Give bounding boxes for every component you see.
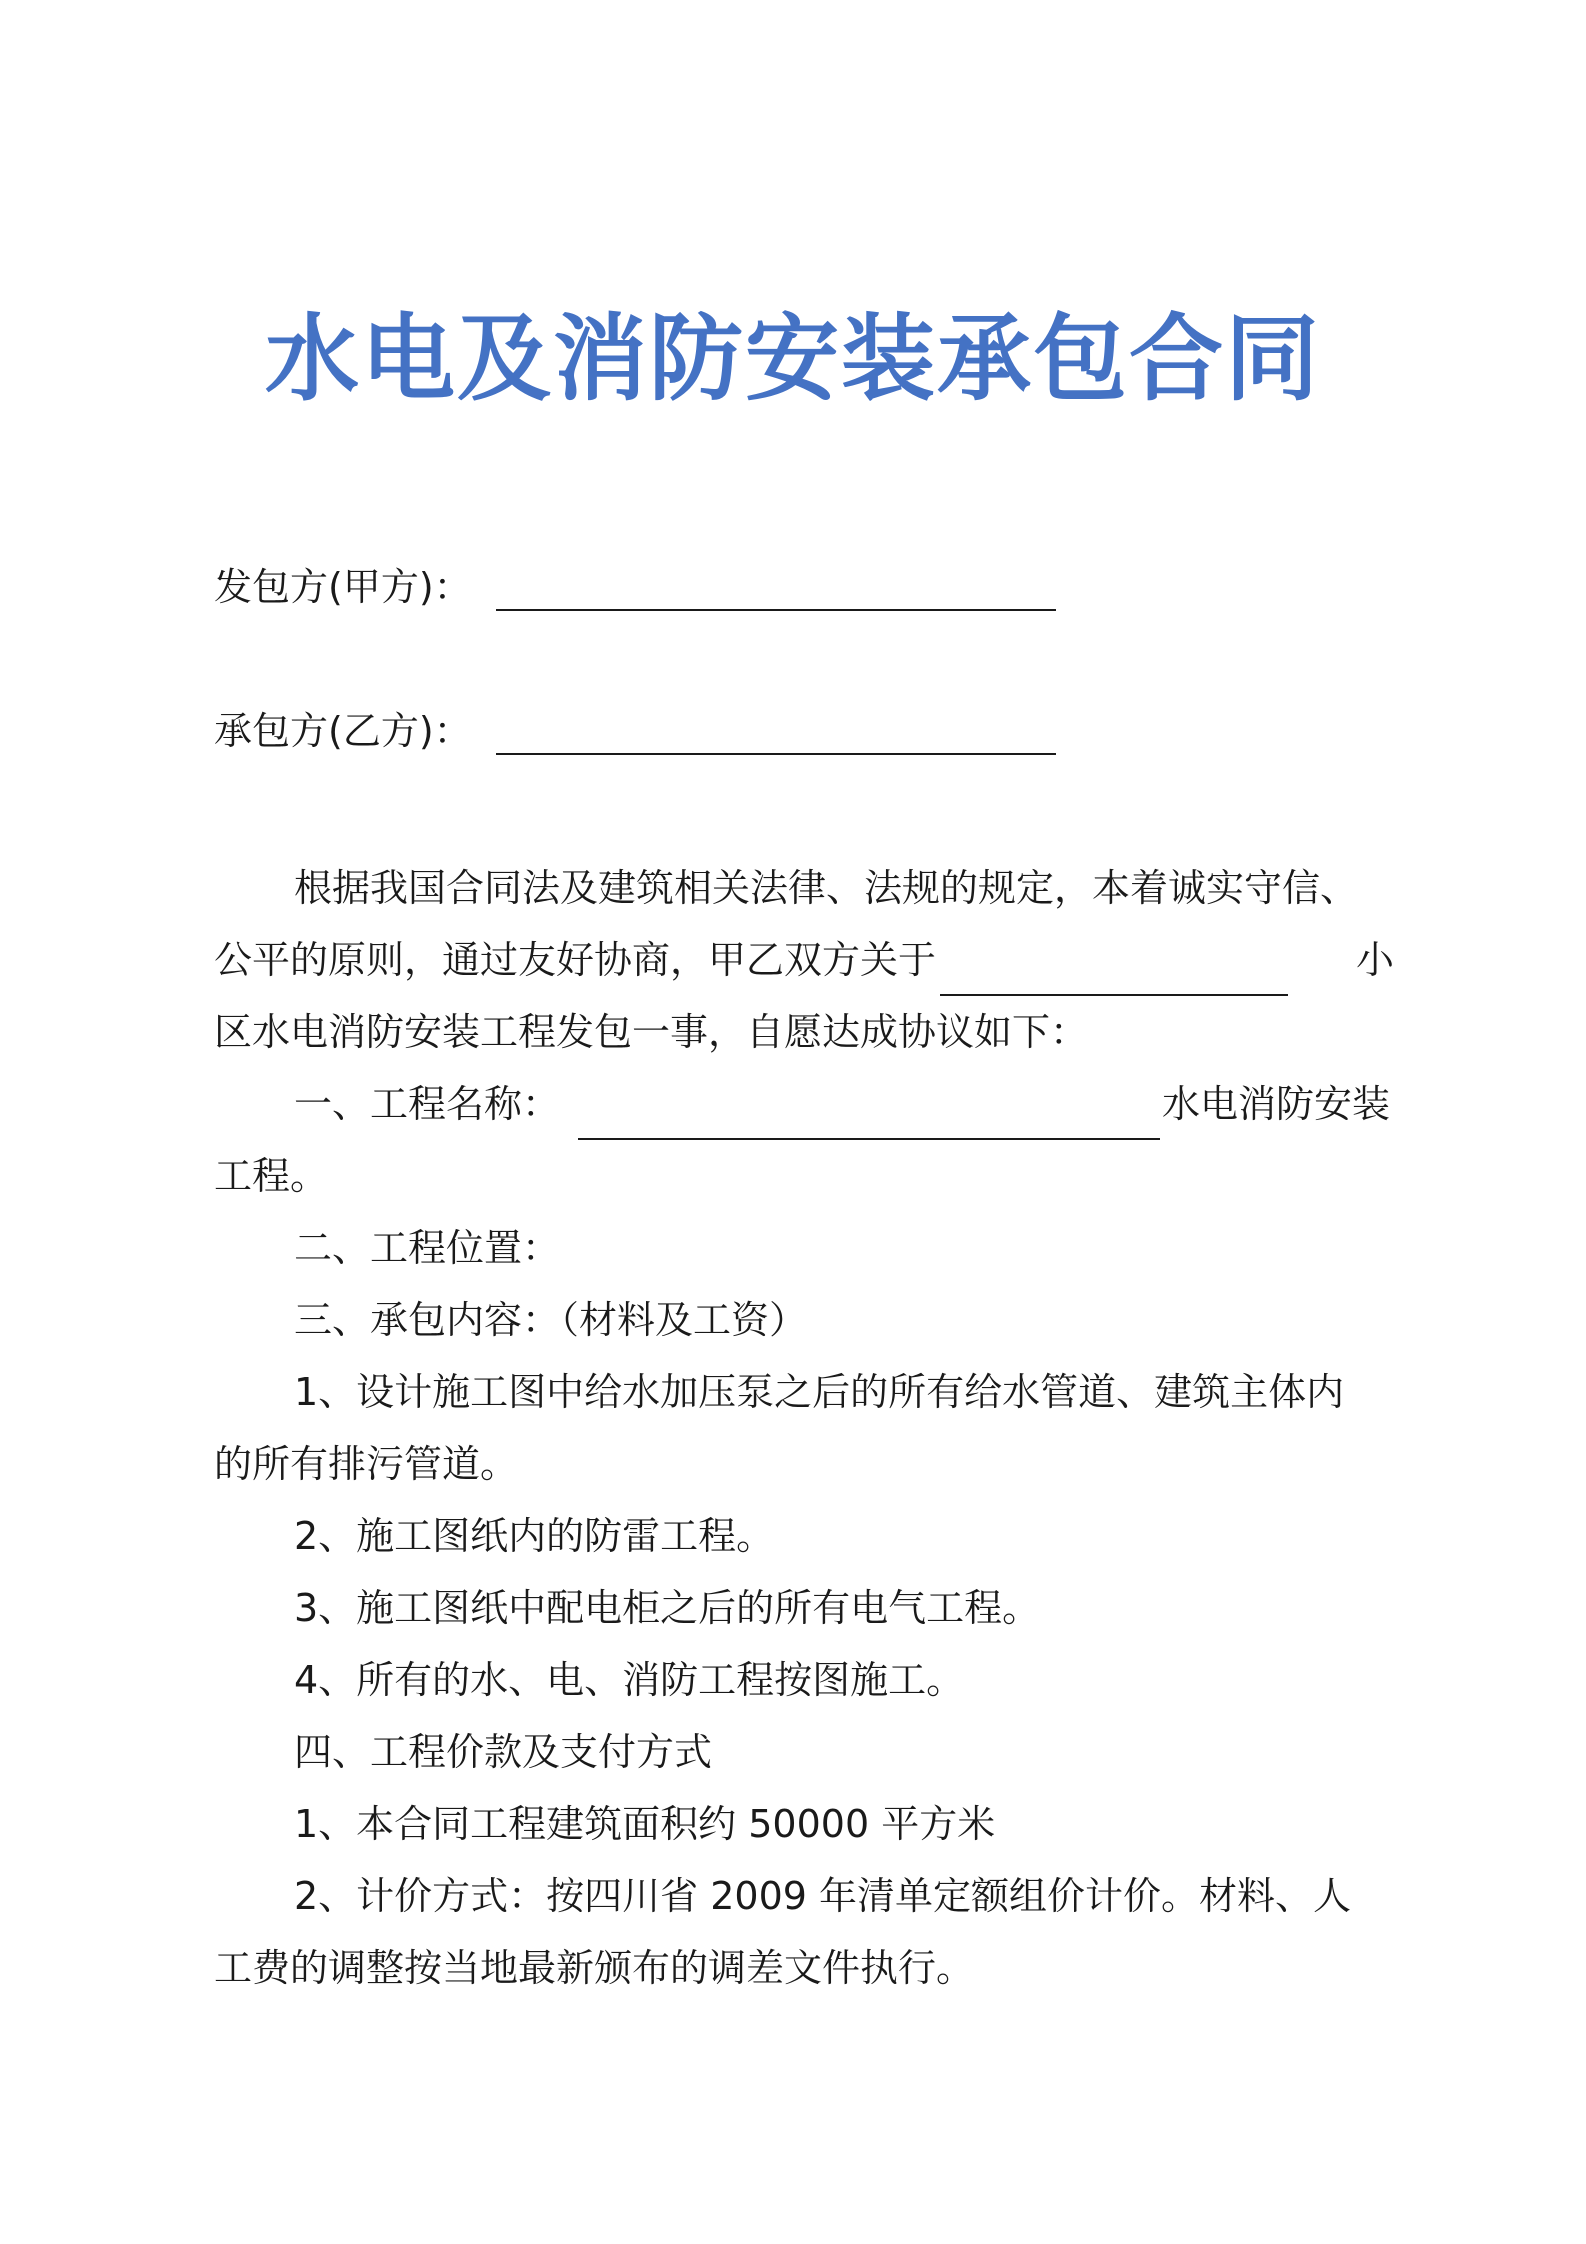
project-name-blank xyxy=(578,1092,1160,1140)
party-b-label: 承包方(乙方)： xyxy=(214,709,472,753)
project-community-blank xyxy=(940,948,1288,996)
item-4-price-payment: 四、工程价款及支付方式 xyxy=(294,1730,713,1774)
item-1-label: 一、工程名称： xyxy=(294,1082,561,1126)
party-a-label: 发包方(甲方)： xyxy=(214,565,472,609)
intro-line-2-suffix: 小 xyxy=(1355,938,1394,982)
item-1-project-name xyxy=(214,1068,1394,1140)
item-1-continued: 工程。 xyxy=(214,1154,329,1198)
intro-line-3: 区水电消防安装工程发包一事，自愿达成协议如下： xyxy=(214,1010,1089,1054)
intro-line-2 xyxy=(214,924,1394,996)
price-2-line-1: 2、计价方式：按四川省 2009 年清单定额组价计价。材料、人 xyxy=(294,1874,1352,1918)
scope-1-line-2: 的所有排污管道。 xyxy=(214,1442,519,1486)
item-2-location: 二、工程位置： xyxy=(294,1226,561,1270)
item-3-scope: 三、承包内容：（材料及工资） xyxy=(294,1298,808,1342)
item-1-suffix: 水电消防安装 xyxy=(1162,1082,1391,1126)
document-title: 水电及消防安装承包合同 xyxy=(264,305,1321,414)
price-2-line-2: 工费的调整按当地最新颁布的调差文件执行。 xyxy=(214,1946,975,1990)
price-1: 1、本合同工程建筑面积约 50000 平方米 xyxy=(294,1802,996,1846)
contract-body xyxy=(214,852,1394,2004)
scope-2: 2、施工图纸内的防雷工程。 xyxy=(294,1514,775,1558)
scope-3: 3、施工图纸中配电柜之后的所有电气工程。 xyxy=(294,1586,1041,1630)
party-b-blank xyxy=(496,707,1056,755)
scope-4: 4、所有的水、电、消防工程按图施工。 xyxy=(294,1658,965,1702)
intro-line-1: 根据我国合同法及建筑相关法律、法规的规定，本着诚实守信、 xyxy=(294,866,1359,910)
party-a-row xyxy=(214,563,1056,611)
party-b-row xyxy=(214,707,1056,755)
scope-1-line-1: 1、设计施工图中给水加压泵之后的所有给水管道、建筑主体内 xyxy=(294,1370,1345,1414)
intro-line-2-text: 公平的原则，通过友好协商，甲乙双方关于 xyxy=(214,938,937,982)
party-a-blank xyxy=(496,563,1056,611)
